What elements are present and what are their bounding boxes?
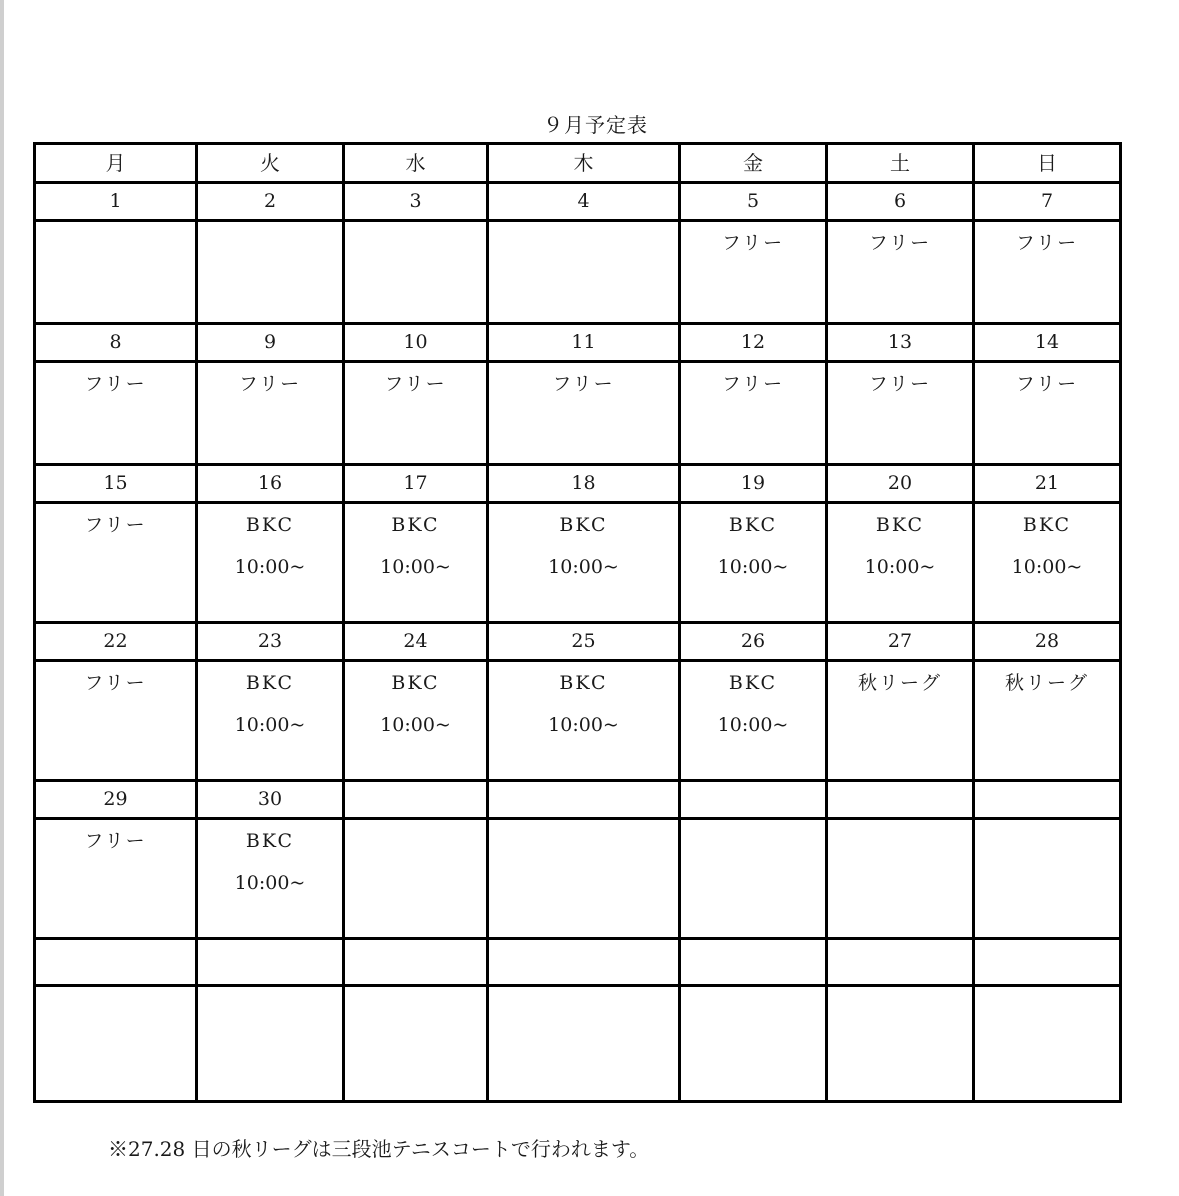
event-cell: [680, 221, 827, 324]
event-time: 10:00~: [548, 556, 619, 578]
date-number-cell: [974, 939, 1121, 986]
event-label: BKC: [391, 514, 440, 536]
date-number-cell: 10: [344, 324, 488, 362]
event-label: フリー: [868, 232, 932, 254]
date-number-row: [35, 183, 1121, 221]
event-cell: [488, 661, 680, 781]
date-number-cell: 9: [197, 324, 344, 362]
event-time: 10:00~: [234, 872, 306, 894]
event-cell: [827, 221, 974, 324]
page-title: ９月予定表: [543, 113, 648, 137]
event-row: [35, 362, 1121, 465]
date-number-cell: 6: [827, 183, 974, 221]
date-number-cell: [827, 781, 974, 819]
footnote: ※27.28 日の秋リーグは三段池テニスコートで行われます。: [108, 1137, 650, 1161]
date-number-cell: 19: [680, 465, 827, 503]
date-number-cell: 3: [344, 183, 488, 221]
date-number-cell: [827, 939, 974, 986]
event-label: フリー: [868, 373, 932, 395]
date-number-cell: 7: [974, 183, 1121, 221]
event-label: BKC: [245, 514, 295, 536]
event-label: BKC: [728, 514, 778, 536]
event-time: 10:00~: [548, 714, 619, 736]
date-number-cell: 11: [488, 324, 680, 362]
event-cell: [974, 503, 1121, 623]
event-time: 10:00~: [864, 556, 936, 578]
date-number-cell: 2: [197, 183, 344, 221]
date-number-cell: [344, 939, 488, 986]
date-number-cell: 23: [197, 623, 344, 661]
event-label: フリー: [552, 373, 615, 395]
event-cell: [197, 986, 344, 1102]
event-label: BKC: [728, 672, 778, 694]
weekday-header-cell: 月: [35, 144, 197, 183]
date-number-cell: [35, 939, 197, 986]
date-number-cell: 1: [35, 183, 197, 221]
event-cell: [488, 503, 680, 623]
date-number-cell: 27: [827, 623, 974, 661]
weekday-header-cell: 金: [680, 144, 827, 183]
date-number-cell: 5: [680, 183, 827, 221]
event-cell: [488, 819, 680, 939]
weekday-header-cell: 土: [827, 144, 974, 183]
event-time: 10:00~: [234, 714, 306, 736]
event-cell: [344, 661, 488, 781]
event-label: BKC: [245, 830, 295, 852]
page-left-rule: [0, 0, 4, 1196]
date-number-cell: 18: [488, 465, 680, 503]
date-number-cell: 14: [974, 324, 1121, 362]
event-cell: [974, 819, 1121, 939]
event-label: BKC: [245, 672, 295, 694]
date-number-row: [35, 465, 1121, 503]
date-number-cell: [680, 781, 827, 819]
event-row: [35, 503, 1121, 623]
event-cell: [827, 986, 974, 1102]
event-cell: [35, 819, 197, 939]
date-number-row: [35, 939, 1121, 986]
event-label: 秋リーグ: [1004, 672, 1089, 694]
date-number-cell: 22: [35, 623, 197, 661]
event-cell: [827, 819, 974, 939]
date-number-cell: 8: [35, 324, 197, 362]
date-number-cell: 4: [488, 183, 680, 221]
date-number-cell: [680, 939, 827, 986]
event-cell: [35, 362, 197, 465]
event-label: フリー: [1015, 232, 1079, 254]
date-number-cell: 24: [344, 623, 488, 661]
event-time: 10:00~: [234, 556, 306, 578]
event-label: フリー: [721, 373, 785, 395]
event-cell: [197, 362, 344, 465]
event-cell: [197, 503, 344, 623]
event-label: フリー: [84, 672, 147, 694]
event-cell: [488, 362, 680, 465]
event-time: 10:00~: [1011, 556, 1083, 578]
date-number-cell: 26: [680, 623, 827, 661]
event-cell: [35, 221, 197, 324]
event-label: BKC: [559, 672, 608, 694]
event-cell: [344, 819, 488, 939]
event-cell: [680, 661, 827, 781]
event-cell: [344, 221, 488, 324]
date-number-row: [35, 324, 1121, 362]
date-number-cell: 13: [827, 324, 974, 362]
event-cell: [827, 362, 974, 465]
date-number-cell: 30: [197, 781, 344, 819]
weekday-header-cell: 水: [344, 144, 488, 183]
event-cell: [344, 503, 488, 623]
date-number-cell: 17: [344, 465, 488, 503]
schedule-table-body: [35, 144, 1121, 1102]
date-number-cell: 29: [35, 781, 197, 819]
date-number-row: [35, 623, 1121, 661]
date-number-cell: 28: [974, 623, 1121, 661]
event-cell: [974, 221, 1121, 324]
date-number-cell: 16: [197, 465, 344, 503]
event-label: 秋リーグ: [857, 672, 942, 694]
event-cell: [35, 661, 197, 781]
weekday-header-row: [35, 144, 1121, 183]
event-label: フリー: [84, 373, 147, 395]
date-number-cell: [974, 781, 1121, 819]
date-number-cell: [488, 939, 680, 986]
weekday-header-cell: 火: [197, 144, 344, 183]
event-label: フリー: [238, 373, 302, 395]
event-row: [35, 819, 1121, 939]
event-cell: [680, 819, 827, 939]
event-cell: [827, 661, 974, 781]
event-cell: [974, 986, 1121, 1102]
event-cell: [197, 221, 344, 324]
event-label: BKC: [559, 514, 608, 536]
event-row: [35, 986, 1121, 1102]
date-number-cell: 15: [35, 465, 197, 503]
event-cell: [488, 986, 680, 1102]
event-cell: [974, 362, 1121, 465]
event-label: フリー: [84, 830, 147, 852]
event-cell: [827, 503, 974, 623]
weekday-header-cell: 日: [974, 144, 1121, 183]
event-label: フリー: [721, 232, 785, 254]
date-number-cell: 12: [680, 324, 827, 362]
date-number-row: [35, 781, 1121, 819]
event-label: BKC: [391, 672, 440, 694]
event-label: BKC: [875, 514, 925, 536]
event-cell: [974, 661, 1121, 781]
event-cell: [344, 986, 488, 1102]
event-label: BKC: [1022, 514, 1072, 536]
event-cell: [197, 819, 344, 939]
event-label: フリー: [84, 514, 147, 536]
event-cell: [197, 661, 344, 781]
event-time: 10:00~: [380, 556, 451, 578]
event-cell: [35, 503, 197, 623]
event-cell: [680, 503, 827, 623]
event-time: 10:00~: [717, 556, 789, 578]
schedule-table: [33, 142, 1122, 1103]
event-cell: [488, 221, 680, 324]
date-number-cell: 20: [827, 465, 974, 503]
event-cell: [680, 986, 827, 1102]
event-row: [35, 661, 1121, 781]
event-label: フリー: [1015, 373, 1079, 395]
event-label: フリー: [384, 373, 447, 395]
event-cell: [344, 362, 488, 465]
date-number-cell: 21: [974, 465, 1121, 503]
event-cell: [680, 362, 827, 465]
date-number-cell: 25: [488, 623, 680, 661]
weekday-header-cell: 木: [488, 144, 680, 183]
event-time: 10:00~: [717, 714, 789, 736]
event-row: [35, 221, 1121, 324]
date-number-cell: [197, 939, 344, 986]
event-cell: [35, 986, 197, 1102]
date-number-cell: [488, 781, 680, 819]
event-time: 10:00~: [380, 714, 451, 736]
date-number-cell: [344, 781, 488, 819]
